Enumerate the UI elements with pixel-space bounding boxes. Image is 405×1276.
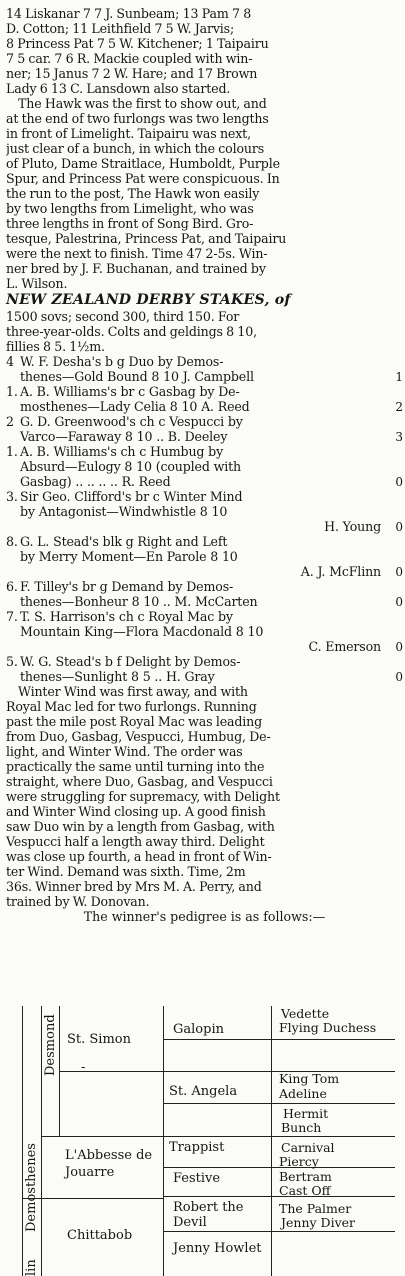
entry-row <box>6 444 403 489</box>
text-line: was close up fourth, a head in front of Win- <box>6 849 272 864</box>
text-line: Winter Wind was first away, and with <box>18 684 248 699</box>
text-line: past the mile post Royal Mac was leading <box>6 714 263 729</box>
sire-label: Demosthenes <box>24 1143 39 1232</box>
odds-figure: 0 <box>395 565 403 579</box>
rule <box>59 1071 395 1072</box>
placing-number: 1. <box>6 444 18 459</box>
text-line: fillies 8 5. 1½m. <box>6 339 105 354</box>
text-line: at the end of two furlongs was two lengths <box>6 111 269 126</box>
entry-text: A. B. Williams's ch c Humbug by <box>20 444 224 459</box>
text-line: 8 Princess Pat 7 5 W. Kitchener; 1 Taipairu <box>6 36 269 51</box>
entry-continued-line: Mountain King—Flora Macdonald 8 10 <box>20 624 264 639</box>
entry-first-line <box>6 489 389 504</box>
odds-figure: 1 <box>395 370 403 384</box>
entry-first-line <box>6 579 389 594</box>
text-line: three-year-olds. Colts and geldings 8 10, <box>6 324 257 339</box>
gen2-name: Chittabob <box>67 1228 133 1243</box>
starters-paragraph <box>6 6 403 96</box>
entry-continued-line: H. Young <box>324 519 381 534</box>
text-line: Royal Mac led for two furlongs. Running <box>6 699 257 714</box>
text-line: ner; 15 Janus 7 2 W. Hare; and 17 Brown <box>6 66 258 81</box>
rule <box>163 1231 395 1232</box>
text-line: of Pluto, Dame Straitlace, Humboldt, Purple <box>6 156 280 171</box>
entry-continued-line: C. Emerson <box>308 639 381 654</box>
odds-figure: 2 <box>395 400 403 414</box>
gen2-name: St. Simon <box>67 1032 131 1047</box>
text-line: light, and Winter Wind. The order was <box>6 744 243 759</box>
entry-continued-line: Gasbag) .. .. .. .. R. Reed <box>20 474 171 489</box>
text-line: ner bred by J. F. Buchanan, and trained by <box>6 261 266 276</box>
text-line: in front of Limelight. Taipairu was next, <box>6 126 251 141</box>
placing-number: 6. <box>6 579 18 594</box>
entries-list <box>6 354 403 684</box>
placing-number: 8. <box>6 534 18 549</box>
placing-number: 7. <box>6 609 18 624</box>
text-line: and Winter Wind closing up. A good finish <box>6 804 266 819</box>
gen4-name: Bertram <box>279 1169 332 1184</box>
entry-text: Sir Geo. Clifford's br c Winter Mind <box>20 489 243 504</box>
odds-figure: 0 <box>395 595 403 609</box>
odds-figure: 3 <box>395 430 403 444</box>
dam-label-partial: lin <box>24 1259 39 1276</box>
rule <box>41 1006 42 1276</box>
gen4-name: Hermit <box>283 1106 329 1121</box>
entry-row <box>6 414 403 444</box>
gen3-name: Jenny Howlet <box>173 1241 262 1256</box>
entry-text: W. F. Desha's b g Duo by Demos- <box>20 354 224 369</box>
entry-first-line <box>6 534 389 549</box>
text-line: Vespucci half a length away third. Delight <box>6 834 265 849</box>
rule <box>163 1103 395 1104</box>
sire-sire-label: Desmond <box>43 1014 58 1076</box>
entry-row <box>6 384 403 414</box>
race-report-paragraph <box>6 96 403 291</box>
placing-number: 3. <box>6 489 18 504</box>
odds-figure: 0 <box>395 640 403 654</box>
entry-row <box>6 534 403 579</box>
entry-text: G. L. Stead's blk g Right and Left <box>20 534 228 549</box>
gen4-name: King Tom <box>279 1071 340 1086</box>
odds-figure: 0 <box>395 475 403 489</box>
text-line: L. Wilson. <box>6 276 68 291</box>
entry-row <box>6 654 403 684</box>
entry-first-line <box>6 609 389 624</box>
pedigree-intro: The winner's pedigree is as follows:— <box>83 909 326 924</box>
text-line: saw Duo win by a length from Gasbag, with <box>6 819 275 834</box>
text-line: 1500 sovs; second 300, third 150. For <box>6 309 240 324</box>
text-line: were struggling for supremacy, with Delight <box>6 789 280 804</box>
entry-continued-line: Absurd—Eulogy 8 10 (coupled with <box>20 459 241 474</box>
text-line: ter Wind. Demand was sixth. Time, 2m <box>6 864 246 879</box>
entry-first-line <box>6 654 389 669</box>
entry-continued-line: thenes—Bonheur 8 10 .. M. McCarten <box>20 594 258 609</box>
gen4-name: Bunch <box>281 1120 322 1135</box>
text-line: Lady 6 13 C. Lansdown also started. <box>6 81 231 96</box>
gen3-name: Trappist <box>169 1140 225 1155</box>
text-line: from Duo, Gasbag, Vespucci, Humbug, De- <box>6 729 271 744</box>
text-line: 36s. Winner bred by Mrs M. A. Perry, and <box>6 879 262 894</box>
gen2-name: L'Abbesse de Jouarre <box>65 1148 153 1180</box>
race-conditions <box>6 309 403 354</box>
text-line: by two lengths from Limelight, who was <box>6 201 254 216</box>
entry-row <box>6 489 403 534</box>
rule <box>163 1006 164 1276</box>
entry-text: F. Tilley's br g Demand by Demos- <box>20 579 234 594</box>
entry-continued-line: A. J. McFlinn <box>300 564 381 579</box>
entry-continued-line: mosthenes—Lady Celia 8 10 A. Reed <box>20 399 250 414</box>
text-line: practically the same until turning into the <box>6 759 265 774</box>
race-title: NEW ZEALAND DERBY STAKES, of <box>6 292 291 308</box>
entry-row <box>6 609 403 654</box>
placing-number: 2 <box>6 414 14 429</box>
text-line: three lengths in front of Song Bird. Gro- <box>6 216 254 231</box>
odds-figure: 0 <box>395 670 403 684</box>
gen3-name: Robert the Devil <box>173 1200 244 1230</box>
rule <box>163 1039 395 1040</box>
derby-report-paragraph <box>6 684 403 909</box>
entry-row <box>6 354 403 384</box>
gen4-name: Carnival <box>281 1140 335 1155</box>
entry-first-line <box>6 384 389 399</box>
entry-text: W. G. Stead's b f Delight by Demos- <box>20 654 241 669</box>
text-line: D. Cotton; 11 Leithfield 7 5 W. Jarvis; <box>6 21 235 36</box>
entry-continued-line: by Merry Moment—En Parole 8 10 <box>20 549 238 564</box>
entry-continued-line: thenes—Gold Bound 8 10 J. Campbell <box>20 369 254 384</box>
gen4-name: Adeline <box>279 1086 327 1101</box>
gen3-name: St. Angela <box>169 1084 238 1099</box>
entry-text: A. B. Williams's br c Gasbag by De- <box>20 384 240 399</box>
rule <box>23 1198 163 1199</box>
text-line: tesque, Palestrina, Princess Pat, and Taipairu <box>6 231 287 246</box>
rule <box>41 1136 395 1137</box>
placing-number: 4 <box>6 354 14 369</box>
entry-text: G. D. Greenwood's ch c Vespucci by <box>20 414 243 429</box>
text-line: 7 5 car. 7 6 R. Mackie coupled with win- <box>6 51 253 66</box>
entry-continued-line: thenes—Sunlight 8 5 .. H. Gray <box>20 669 215 684</box>
entry-first-line <box>6 444 389 459</box>
gen4-name: Piercy <box>279 1154 319 1169</box>
newspaper-column <box>6 6 403 924</box>
gen4-name: Jenny Diver <box>281 1215 355 1230</box>
entry-first-line <box>6 354 389 369</box>
text-line: The Hawk was the first to show out, and <box>18 96 267 111</box>
gen4-name: The Palmer <box>279 1201 352 1216</box>
entry-continued-line: by Antagonist—Windwhistle 8 10 <box>20 504 228 519</box>
text-line: 14 Liskanar 7 7 J. Sunbeam; 13 Pam 7 8 <box>6 6 252 21</box>
gen4-name: Vedette <box>281 1006 330 1021</box>
text-line: straight, where Duo, Gasbag, and Vespucci <box>6 774 273 789</box>
gen3-name: Festive <box>173 1171 221 1186</box>
entry-first-line <box>6 414 389 429</box>
text-line: trained by W. Donovan. <box>6 894 150 909</box>
text-line: Spur, and Princess Pat were conspicuous. In <box>6 171 280 186</box>
placing-number: 5. <box>6 654 18 669</box>
dash-mark: - <box>81 1060 86 1075</box>
entry-row <box>6 579 403 609</box>
entry-continued-line: Varco—Faraway 8 10 .. B. Deeley <box>20 429 228 444</box>
placing-number: 1. <box>6 384 18 399</box>
text-line: the run to the post, The Hawk won easily <box>6 186 260 201</box>
entry-text: T. S. Harrison's ch c Royal Mac by <box>20 609 233 624</box>
gen3-name: Galopin <box>173 1022 224 1037</box>
text-line: just clear of a bunch, in which the colours <box>6 141 265 156</box>
text-line: were the next to finish. Time 47 2-5s. Win- <box>6 246 268 261</box>
gen4-name: Cast Off <box>279 1183 331 1198</box>
pedigree-table <box>22 1006 395 1276</box>
odds-figure: 0 <box>395 520 403 534</box>
gen4-name: Flying Duchess <box>279 1020 377 1035</box>
rule <box>271 1006 272 1276</box>
